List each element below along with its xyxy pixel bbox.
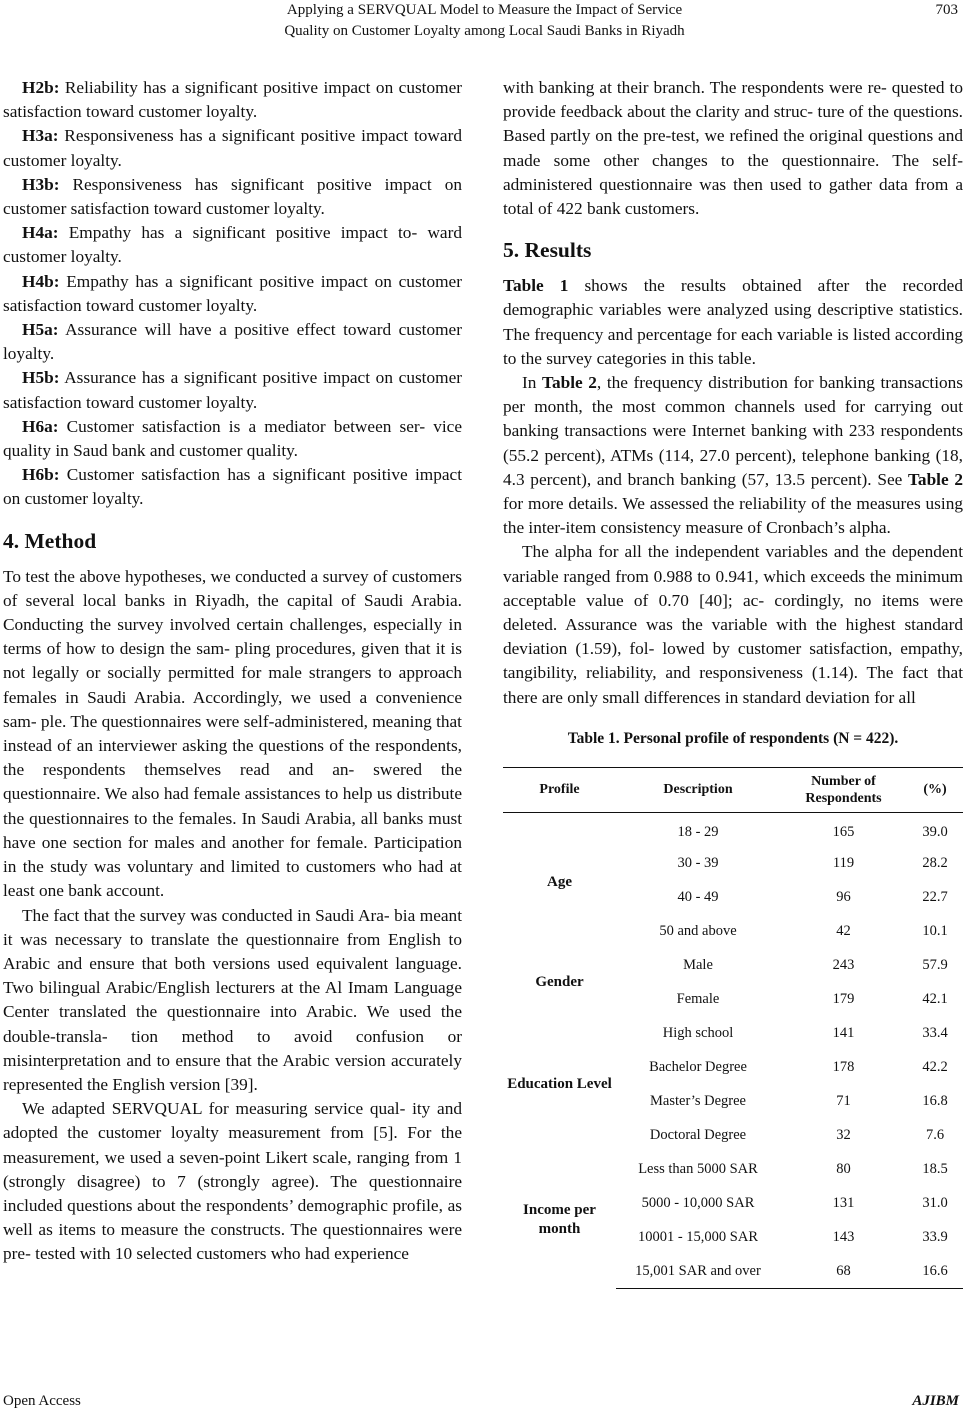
hypothesis-8 <box>3 463 462 511</box>
method-continuation: with banking at their branch. The respondents were re- quested to provide feedback about the clarity and struc- ture of the questions. Based partly on the pre-test, we refined the original questions and made some other changes to the questionnaire. The self-administered questionnaire was then used to gather data from a total of 422 bank customers. <box>503 78 963 219</box>
respondents-cell: 119 <box>832 855 855 872</box>
percent-cell: 28.2 <box>922 855 948 872</box>
table-row <box>503 812 963 846</box>
results-paragraph-3: The alpha for all the independent variables and the dependent variable ranged from 0.988 to 0.941, which exceeds the minimum acceptable value of 0.70 [40]; ac- cordingly, no items were deleted. Assurance was the variable with the highest standard deviation (1.59), fol- lowed by customer satisfaction, empathy, tangibility, reliability, and responsiveness (1.14). The fact that there are only small differences in standard deviation for all <box>503 542 963 707</box>
hypothesis-label: H3a: <box>22 126 59 146</box>
description-cell: High school <box>662 1025 734 1042</box>
percent-cell: 16.6 <box>907 1254 963 1288</box>
left-column <box>3 76 462 1267</box>
respondents-cell: 80 <box>836 1161 851 1178</box>
description-cell: 18 - 29 <box>677 823 719 840</box>
respondents-cell: 68 <box>780 1254 907 1288</box>
percent-cell: 10.1 <box>922 923 948 940</box>
hypothesis-label: H6a: <box>22 416 59 436</box>
description-cell: Female <box>676 991 720 1008</box>
description-cell: Male <box>683 957 713 974</box>
hypotheses-list <box>3 76 462 512</box>
table-row <box>503 1152 963 1186</box>
hypothesis-label: H2b: <box>22 78 60 97</box>
respondents-cell: 71 <box>836 1093 851 1110</box>
header-description: Description <box>616 767 780 812</box>
description-cell: 30 - 39 <box>677 855 719 872</box>
description-cell: Bachelor Degree <box>649 1059 747 1076</box>
percent-cell: 42.2 <box>922 1059 948 1076</box>
open-access-label: Open Access <box>3 1393 81 1409</box>
header-percent: (%) <box>907 767 963 812</box>
percent-cell: 22.7 <box>922 889 948 906</box>
profile-group-label: Income per month <box>523 1202 596 1238</box>
hypothesis-label: H5b: <box>22 368 60 388</box>
hypothesis-label: H6b: <box>22 465 60 485</box>
hypothesis-7 <box>3 415 462 463</box>
respondents-cell: 141 <box>832 1025 855 1042</box>
page-footer <box>0 1390 969 1416</box>
profile-group-label: Gender <box>535 973 584 990</box>
description-cell: Master’s Degree <box>650 1093 746 1110</box>
percent-cell: 7.6 <box>925 1127 945 1144</box>
hypothesis-0 <box>3 76 462 124</box>
profile-group-label: Education Level <box>507 1075 612 1092</box>
hypothesis-label: H4b: <box>22 271 60 291</box>
table-2-reference-second: Table 2 <box>907 469 963 489</box>
hypothesis-text: Empathy has a significant positive impact on customer satisfaction toward customer loyalty. <box>3 271 462 315</box>
profile-table-body <box>503 812 963 1288</box>
results-paragraph-1-text: shows the results obtained after the recorded demographic variables were analyzed using descriptive statistics. The frequency and percentage for each variable is listed according to the survey categories in this table. <box>503 276 963 368</box>
running-title-line-1: Applying a SERVQUAL Model to Measure the Impact of Service <box>286 2 683 18</box>
header-profile: Profile <box>503 767 616 812</box>
header-number-of-respondents: Number of Respondents <box>780 767 907 812</box>
results-paragraph-2 <box>503 371 963 540</box>
right-column <box>503 76 963 1289</box>
description-cell: 40 - 49 <box>677 889 719 906</box>
table-row <box>503 1016 963 1050</box>
description-cell: 10001 - 15,000 SAR <box>637 1229 759 1246</box>
table-1-caption: Table 1. Personal profile of respondents (N = 422). <box>567 729 899 747</box>
journal-name: AJIBM <box>912 1393 959 1409</box>
hypothesis-text: Customer satisfaction is a mediator between ser- vice quality in Saud bank and customer quality. <box>3 416 462 461</box>
hypothesis-4 <box>3 270 462 318</box>
page-number: 703 <box>935 2 958 18</box>
description-cell: 5000 - 10,000 SAR <box>641 1195 755 1212</box>
percent-cell: 18.5 <box>922 1161 948 1178</box>
running-header <box>0 0 969 52</box>
table-row <box>503 948 963 982</box>
hypothesis-3 <box>3 221 462 269</box>
percent-cell: 57.9 <box>922 957 948 974</box>
respondents-cell: 131 <box>832 1195 855 1212</box>
description-cell: Less than 5000 SAR <box>638 1161 758 1178</box>
profile-table-header-row <box>503 767 963 812</box>
table-2-reference: Table 2 <box>542 373 597 393</box>
hypothesis-text: Empathy has a significant positive impact to- ward customer loyalty. <box>3 223 462 267</box>
hypothesis-1 <box>3 124 462 172</box>
description-cell: Doctoral Degree <box>649 1127 747 1144</box>
hypothesis-text: Customer satisfaction has a significant positive impact on customer loyalty. <box>3 465 462 509</box>
respondents-cell: 179 <box>832 991 855 1008</box>
results-heading: 5. Results <box>503 238 592 263</box>
description-cell: 50 and above <box>659 923 737 940</box>
running-title <box>0 0 969 42</box>
percent-cell: 16.8 <box>922 1093 948 1110</box>
hypothesis-5 <box>3 318 462 366</box>
method-paragraph-2: The fact that the survey was conducted in Saudi Ara- bia meant it was necessary to translate the questionnaire from English to Arabic and ensure that both versions used equivalent language. Two bilingual Arabic/English lecturers at the Al Imam Language Center translated the questionnaire into Arabic. We used the double-transla- tion method to avoid confusion or misinterpretation and to ensure that the Arabic version accurately represented the English version [39]. <box>3 905 462 1094</box>
hypothesis-6 <box>3 366 462 414</box>
respondents-cell: 165 <box>832 823 855 840</box>
percent-cell: 33.4 <box>922 1025 948 1042</box>
hypothesis-label: H5a: <box>22 320 59 340</box>
table-1-reference: Table 1 <box>503 276 569 296</box>
hypothesis-text: Responsiveness has significant positive impact on customer satisfaction toward customer loyalty. <box>3 174 462 219</box>
results-paragraph-1 <box>503 274 963 371</box>
respondents-cell: 42 <box>836 923 851 940</box>
results-paragraph-2-part-c: for more details. We assessed the reliability of the measures using the inter-item consistency measure of Cronbach’s alpha. <box>503 494 963 538</box>
results-paragraph-2-part-b: , the frequency distribution for banking transactions per month, the most common channels used for carrying out banking transactions were Internet banking with 233 respondents (55.2 percent), ATMs (114, 27.0 percent), telephone banking (18, 4.3 percent), and branch banking (57, 13.5 percent). See <box>503 373 964 489</box>
running-title-line-2: Quality on Customer Loyalty among Local Saudi Banks in Riyadh <box>284 23 685 39</box>
respondents-cell: 32 <box>836 1127 851 1144</box>
percent-cell: 39.0 <box>922 823 948 840</box>
hypothesis-text: Assurance will have a positive effect toward customer loyalty. <box>3 320 462 364</box>
percent-cell: 42.1 <box>922 991 948 1008</box>
method-heading: 4. Method <box>3 528 97 553</box>
respondents-cell: 178 <box>832 1059 855 1076</box>
hypothesis-text: Responsiveness has a significant positive impact toward customer loyalty. <box>3 126 462 170</box>
hypothesis-label: H4a: <box>22 223 59 243</box>
description-cell: 15,001 SAR and over <box>616 1254 780 1288</box>
hypothesis-text: Reliability has a significant positive impact on customer satisfaction toward customer loyalty. <box>3 78 462 122</box>
respondents-cell: 243 <box>832 957 855 974</box>
hypothesis-text: Assurance has a significant positive impact on customer satisfaction toward customer loyalty. <box>3 368 462 412</box>
respondents-cell: 143 <box>832 1229 855 1246</box>
method-paragraph-3: We adapted SERVQUAL for measuring service qual- ity and adopted the customer loyalty measurement from [5]. For the measurement, we used a seven-point Likert scale, ranging from 1 (strongly disagree) to 7 (strongly agree). The questionnaire included questions about the respondents’ demographic profile, as well as items to measure the constructs. The questionnaires were pre- tested with 10 selected customers who had experience <box>3 1099 462 1264</box>
hypothesis-2 <box>3 173 462 221</box>
profile-group-label: Age <box>547 874 572 891</box>
percent-cell: 31.0 <box>922 1195 948 1212</box>
profile-table <box>503 767 963 1289</box>
hypothesis-label: H3b: <box>22 174 60 194</box>
method-paragraph-1: To test the above hypotheses, we conducted a survey of customers of several local banks in Riyadh, the capital of Saudi Arabia. Conducting the survey involved certain challenges, especially in terms of how to design the sam- pling procedures, given that it is not legally or socially permitted for male strangers to approach females in Saudi Arabia. Accordingly, we used a convenience sam- ple. The questionnaires were self-administered, meaning that instead of an interviewer asking the questions of the respondents, the respondents themselves read and an- swered the questionnaire. We also had female assistances to help us distribute the questionnaires to the females. In Saudi Arabia, all banks must have one section for males and another for female. Participation in the study was voluntary and limited to customers who had at least one bank account. <box>3 566 462 901</box>
percent-cell: 33.9 <box>922 1229 948 1246</box>
respondents-cell: 96 <box>836 889 851 906</box>
results-paragraph-2-part-a: In <box>522 373 542 393</box>
